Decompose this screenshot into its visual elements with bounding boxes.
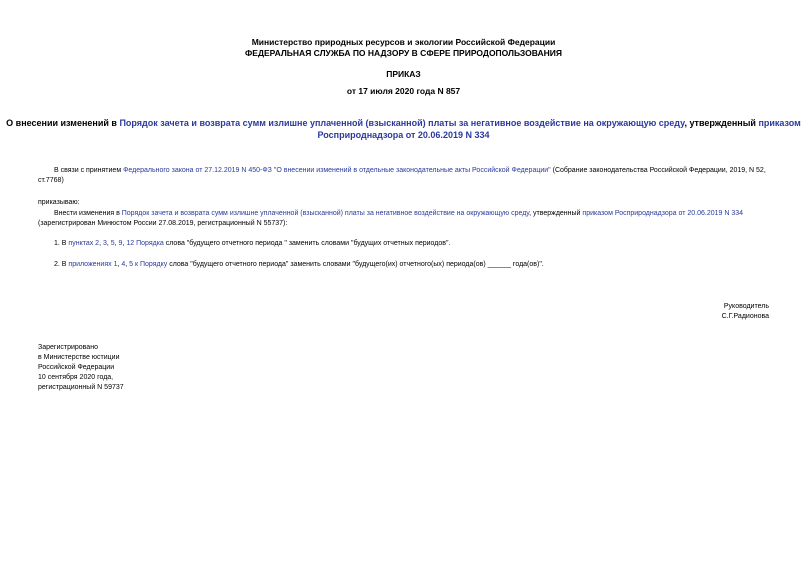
signatory-name: С.Г.Радионова	[721, 313, 769, 320]
item-2-paragraph: 2. В приложениях 1, 4, 5 к Порядку слова "будущего отчетного периода" заменить словами "будущего(их) отчетного(ых) периода(ов) ______ года(ов)".	[54, 261, 544, 268]
item1-link-5[interactable]: 12 Порядка	[126, 240, 164, 247]
registration-block	[38, 343, 124, 393]
registration-line-2: в Министерстве юстиции	[38, 354, 120, 361]
registration-line-5: регистрационный N 59737	[38, 384, 124, 391]
registration-line-4: 10 сентября 2020 года,	[38, 374, 114, 381]
preamble-paragraph: В связи с принятием Федерального закона от 27.12.2019 N 450-ФЗ "О внесении изменений в отдельные законодательные акты Российской Федерации" (Собрание законодательства Российской Федерации, 2019, N 52, ст.7768)	[38, 167, 766, 184]
registration-line-1: Зарегистрировано	[38, 344, 98, 351]
registration-line-3: Российской Федерации	[38, 364, 115, 371]
item1-link-3[interactable]: 5	[110, 240, 115, 247]
item2-link-3[interactable]: 5 к Порядку	[129, 261, 168, 268]
item-1-paragraph: 1. В пунктах 2, 3, 5, 9, 12 Порядка слова "будущего отчетного периода " заменить словами "будущих отчетных периодов".	[54, 240, 451, 247]
order-title: ПРИКАЗ	[386, 69, 421, 79]
subject-order-link[interactable]: приказом Росприроднадзора от 20.06.2019 N 334	[317, 118, 801, 140]
order-word: приказываю:	[38, 199, 80, 206]
ministry-name: Министерство природных ресурсов и экологии Российской Федерации	[251, 37, 556, 47]
item2-link-1[interactable]: приложениях 1	[68, 261, 118, 268]
item1-link-4[interactable]: 9	[118, 240, 123, 247]
item1-link-1[interactable]: пунктах 2	[68, 240, 100, 247]
item2-link-2[interactable]: 4	[121, 261, 126, 268]
subject-procedure-link[interactable]: Порядок зачета и возврата сумм излишне уплаченной (взысканной) платы за негативное воздействие на окружающую среду	[119, 118, 685, 128]
item1-link-2[interactable]: 3	[102, 240, 107, 247]
service-name: ФЕДЕРАЛЬНАЯ СЛУЖБА ПО НАДЗОРУ В СФЕРЕ ПРИРОДОПОЛЬЗОВАНИЯ	[245, 48, 562, 58]
header-block	[0, 37, 807, 59]
main-clause-paragraph: Внести изменения в Порядок зачета и возврата сумм излишне уплаченной (взысканной) платы за негативное воздействие на окружающую среду, утвержденный приказом Росприроднадзора от 20.06.2019 N 334 (зарегистрирован Минюстом России 27.08.2019, регистрационный N 55737):	[38, 210, 744, 227]
order-date: от 17 июля 2020 года N 857	[346, 86, 461, 96]
signature-block	[722, 302, 769, 322]
order-334-link[interactable]: приказом Росприроднадзора от 20.06.2019 N 334	[582, 210, 744, 217]
order-subject: О внесении изменений в Порядок зачета и возврата сумм излишне уплаченной (взысканной) платы за негативное воздействие на окружающую среду, утвержденный приказом Росприроднадзора от 20.06.2019 N 334	[6, 118, 801, 140]
federal-law-link[interactable]: Федерального закона от 27.12.2019 N 450-ФЗ "О внесении изменений в отдельные законодательные акты Российской Федерации"	[123, 167, 551, 174]
procedure-link[interactable]: Порядок зачета и возврата сумм излишне уплаченной (взысканной) платы за негативное воздействие на окружающую среду	[121, 210, 530, 217]
signatory-role: Руководитель	[723, 303, 769, 310]
